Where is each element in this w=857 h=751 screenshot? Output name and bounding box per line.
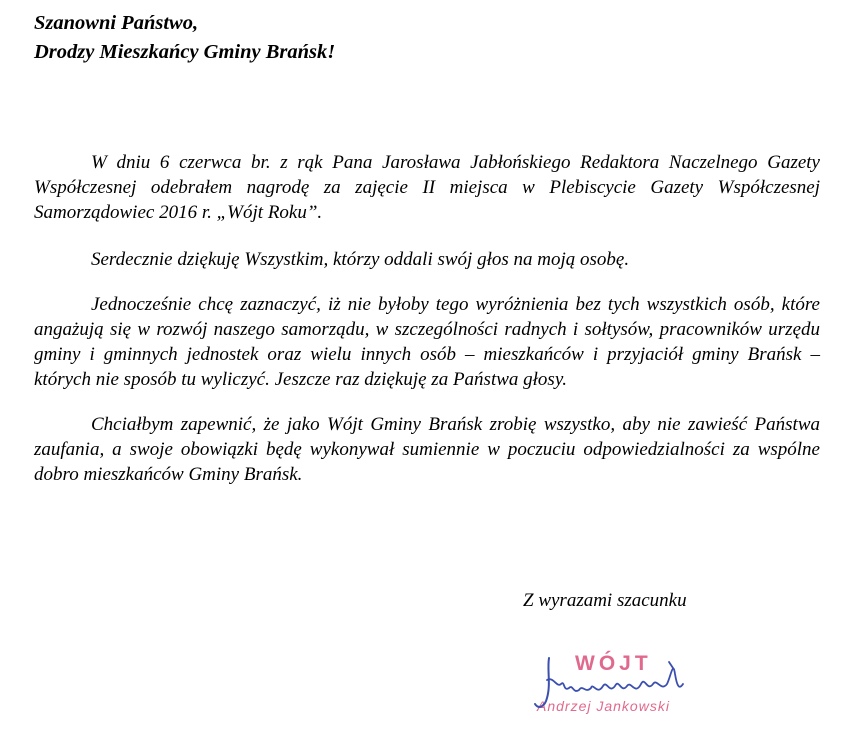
stamp-title: WÓJT bbox=[575, 652, 652, 675]
letter-body bbox=[34, 150, 820, 487]
paragraph-award: W dniu 6 czerwca br. z rąk Pana Jarosława Jabłońskiego Redaktora Naczelnego Gazety Współczesnej odebrałem nagrodę za zajęcie II miejsca w Plebiscycie Gazety Współczesnej Samorządowiec 2016 r. „Wójt Roku”. bbox=[34, 152, 820, 223]
stamp-name: Andrzej Jankowski bbox=[537, 698, 670, 714]
paragraph-acknowledgement: Jednocześnie chcę zaznaczyć, iż nie byłoby tego wyróżnienia bez tych wszystkich osób, które angażują się w rozwój naszego samorządu, w szczególności radnych i sołtysów, pracowników urzędu gminy i gminnych jednostek oraz wielu innych osób – mieszkańców i przyjaciół gminy Brańsk – których nie sposób tu wyliczyć. Jeszcze raz dziękuję za Państwa głosy. bbox=[34, 294, 820, 390]
paragraph-thanks: Serdecznie dziękuję Wszystkim, którzy oddali swój głos na moją osobę. bbox=[91, 249, 630, 270]
salutation-line-1: Szanowni Państwo, bbox=[34, 12, 199, 34]
paragraph-commitment: Chciałbym zapewnić, że jako Wójt Gminy Brańsk zrobię wszystko, aby nie zawieść Państwa zaufania, a swoje obowiązki będę wykonywał sumiennie w poczuciu odpowiedzialności za wspólne dobro mieszkańców Gminy Brańsk. bbox=[34, 414, 820, 485]
salutation bbox=[34, 9, 335, 67]
salutation-line-2: Drodzy Mieszkańcy Gminy Brańsk! bbox=[34, 41, 336, 63]
handwritten-signature bbox=[527, 640, 707, 740]
closing-phrase: Z wyrazami szacunku bbox=[523, 590, 687, 611]
signature-stamp bbox=[527, 640, 707, 740]
